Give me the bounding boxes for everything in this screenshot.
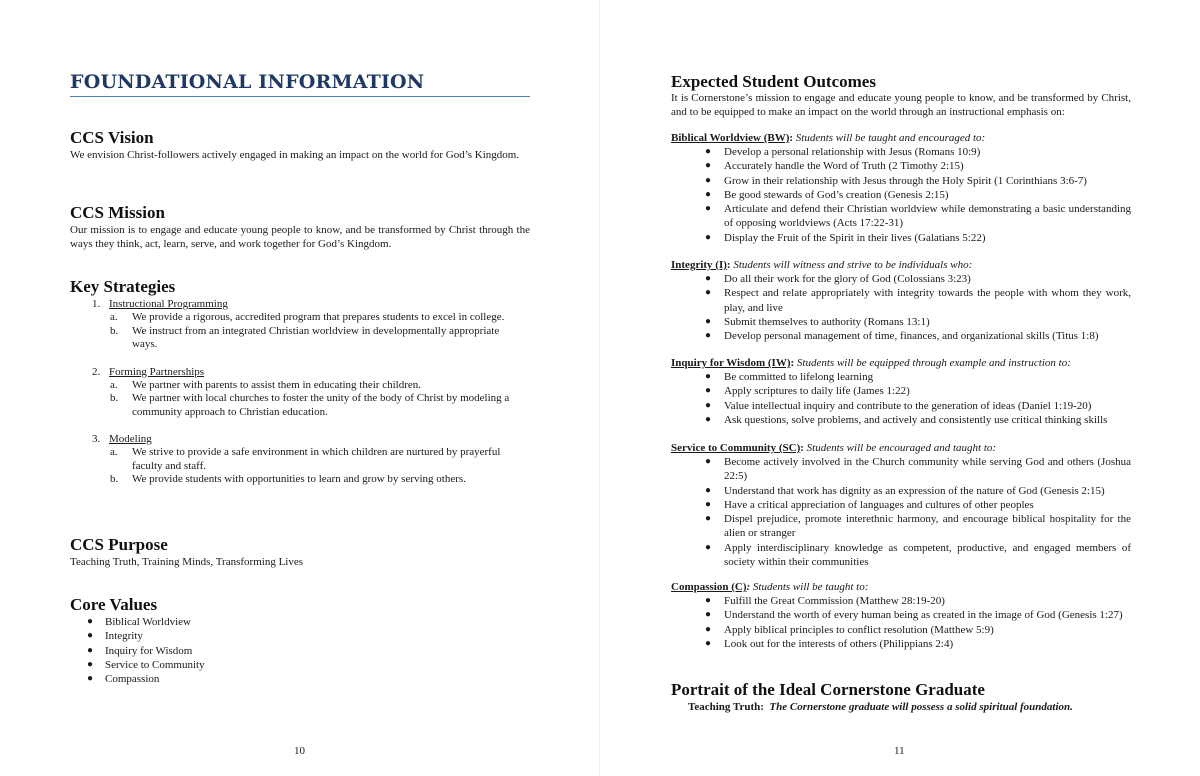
list-item: ● Compassion xyxy=(87,673,160,686)
list-item: ● Apply scriptures to daily life (James 1:22) xyxy=(705,385,910,398)
category-name: Compassion (C) xyxy=(671,581,747,593)
page-title: FOUNDATIONAL INFORMATION xyxy=(70,71,530,97)
page-number-right: 11 xyxy=(894,745,905,757)
list-item: ● Look out for the interests of others (Philippians 2:4) xyxy=(705,637,954,650)
list-item: ● Be committed to lifelong learning xyxy=(705,371,874,383)
category-name: Inquiry for Wisdom (IW) xyxy=(671,357,791,369)
list-item: ● Be good stewards of God’s creation (Genesis 2:15) xyxy=(705,188,949,201)
strategy-number: 1. xyxy=(92,298,101,310)
list-item: ● Develop a personal relationship with Jesus (Romans 10:9) xyxy=(705,146,981,158)
category-desc: Students will be equipped through example and instruction to: xyxy=(796,357,1071,369)
purpose-text: Teaching Truth, Training Minds, Transforming Lives xyxy=(70,556,304,568)
list-item: ● Submit themselves to authority (Romans 13:1) xyxy=(705,315,930,328)
strategies-list xyxy=(70,297,530,487)
list-item: ● Develop personal management of time, finances, and organizational skills (Titus 1:8) xyxy=(705,330,1099,343)
purpose-section xyxy=(70,535,530,569)
list-item: ● Articulate and defend their Christian worldview while demonstrating a basic understanding of opposing worldviews (Acts 17:22-31) xyxy=(705,203,1131,230)
core-values-section xyxy=(70,595,530,686)
category-desc: Students will be taught and encouraged to: xyxy=(795,132,986,144)
list-item: ● Service to Community xyxy=(87,658,205,671)
category-integrity: Integrity (I): Students will witness and strive to be individuals who: ● Do all their work for the glory of God (Colossians 3:23) ● Respect and relate appropriately with integrity towards the people with whom they work, play, and live ● Submit themselves to authority (Romans 13:1) ● Develop personal management of time, finances, and organizational skills (Titus 1:8) xyxy=(671,259,1131,343)
category-inquiry-for-wisdom: Inquiry for Wisdom (IW): Students will be equipped through example and instruction to: ● Be committed to lifelong learning ● Apply scriptures to daily life (James 1:22) ● Value intellectual inquiry and contribute to the generation of ideas (Daniel 1:19-20) ● Ask questions, solve problems, and actively and consistently use critical thinking skills xyxy=(671,356,1131,427)
page-number-left: 10 xyxy=(294,745,305,757)
mission-text: Our mission is to engage and educate young people to know, and be transformed by Christ through the ways they think, act, learn, serve, and work together for God’s Kingdom. xyxy=(70,224,530,250)
strategy-sub-item: a. We strive to provide a safe environment in which children are nurtured by prayerful faculty and staff. xyxy=(110,446,501,472)
portrait-subtitle xyxy=(671,700,1131,714)
portrait-label: Teaching Truth: xyxy=(688,701,764,713)
vision-text: We envision Christ-followers actively engaged in making an impact on the world for God’s Kingdom. xyxy=(70,149,520,161)
list-item: ● Ask questions, solve problems, and actively and consistently use critical thinking skills xyxy=(705,413,1108,426)
core-values-list xyxy=(70,615,530,686)
strategy-label: Instructional Programming xyxy=(109,298,228,310)
outcomes-intro: It is Cornerstone’s mission to engage and educate young people to know, and be transformed by Christ, and to be equipped to make an impact on the world through an instructional emphasis on: xyxy=(671,92,1131,118)
list-item: ● Grow in their relationship with Jesus through the Holy Spirit (1 Corinthians 3:6-7) xyxy=(705,174,1087,187)
list-item: ● Apply interdisciplinary knowledge as competent, productive, and engaged members of society within their communities xyxy=(705,541,1131,569)
list-item: ● Become actively involved in the Church community while serving God and others (Joshua 22:5) xyxy=(705,456,1131,483)
list-item: ● Integrity xyxy=(87,630,143,643)
strategy-sub-item: a. We provide a rigorous, accredited program that prepares students to excel in college. xyxy=(110,311,505,323)
strategy-number: 3. xyxy=(92,433,101,445)
right-page xyxy=(600,0,1200,776)
vision-section xyxy=(70,128,530,162)
list-item: ● Inquiry for Wisdom xyxy=(87,644,193,657)
list-item: ● Fulfill the Great Commission (Matthew 28:19-20) xyxy=(705,595,945,607)
strategy-item xyxy=(70,432,530,487)
purpose-heading: CCS Purpose xyxy=(70,535,168,554)
strategy-sub-item: b. We instruct from an integrated Christian worldview in developmentally appropriate ways. xyxy=(110,324,500,350)
category-desc: Students will be taught to: xyxy=(750,581,869,593)
list-item: ● Understand the worth of every human being as created in the image of God (Genesis 1:27) xyxy=(705,609,1123,622)
outcomes-section xyxy=(671,72,1131,119)
category-desc: Students will be encouraged and taught to: xyxy=(806,442,997,454)
list-item: ● Understand that work has dignity as an expression of the nature of God (Genesis 2:15) xyxy=(705,484,1105,497)
list-item: ● Accurately handle the Word of Truth (2 Timothy 2:15) xyxy=(705,160,964,173)
list-item: ● Apply biblical principles to conflict resolution (Matthew 5:9) xyxy=(705,623,994,636)
portrait-text: The Cornerstone graduate will possess a solid spiritual foundation. xyxy=(769,701,1073,713)
strategies-section xyxy=(70,277,530,487)
strategy-item xyxy=(70,297,530,365)
list-item: ● Respect and relate appropriately with integrity towards the people with whom they work, play, and live xyxy=(705,287,1131,314)
category-name: Service to Community (SC) xyxy=(671,442,801,454)
category-service-to-community: Service to Community (SC): Students will be encouraged and taught to: ● Become actively involved in the Church community while serving God and others (Joshua 22:5) ● Understand that work has dignity as an expression of the nature of God (Genesis 2:15) ● Have a critical appreciation of languages and cultures of other peoples ● Dispel prejudice, promote interethnic harmony, and encourage biblical hospitality for the alien or stranger ● Apply interdisciplinary knowledge as competent, productive, and engaged members of society within their communities xyxy=(671,442,1131,569)
mission-section xyxy=(70,203,530,251)
list-item: ● Value intellectual inquiry and contribute to the generation of ideas (Daniel 1:19-20) xyxy=(705,399,1092,412)
core-values-heading: Core Values xyxy=(70,595,158,614)
mission-heading: CCS Mission xyxy=(70,203,165,222)
strategy-sub-item: b. We partner with local churches to foster the unity of the body of Christ by modeling a community approach to Christian education. xyxy=(110,392,510,418)
portrait-section xyxy=(671,680,1131,714)
outcomes-heading: Expected Student Outcomes xyxy=(671,72,876,91)
strategy-label: Modeling xyxy=(109,433,152,445)
strategy-label: Forming Partnerships xyxy=(109,365,205,378)
category-desc: Students will witness and strive to be individuals who: xyxy=(733,259,973,271)
strategies-heading: Key Strategies xyxy=(70,277,176,296)
vision-heading: CCS Vision xyxy=(70,128,154,147)
category-compassion: Compassion (C): Students will be taught to: ● Fulfill the Great Commission (Matthew 28:19-20) ● Understand the worth of every human being as created in the image of God (Genesis 1:27) ● Apply biblical principles to conflict resolution (Matthew 5:9) ● Look out for the interests of others (Philippians 2:4) xyxy=(671,580,1131,651)
strategy-sub-item: b. We provide students with opportunities to learn and grow by serving others. xyxy=(110,473,466,485)
category-biblical-worldview: Biblical Worldview (BW): Students will be taught and encouraged to: ● Develop a personal relationship with Jesus (Romans 10:9) ● Accurately handle the Word of Truth (2 Timothy 2:15) ● Grow in their relationship with Jesus through the Holy Spirit (1 Corinthians 3:6-7) ● Be good stewards of God’s creation (Genesis 2:15) ● Articulate and defend their Christian worldview while demonstrating a basic understanding of opposing worldviews (Acts 17:22-31) ● Display the Fruit of the Spirit in their lives (Galatians 5:22) xyxy=(671,132,1131,244)
portrait-heading: Portrait of the Ideal Cornerstone Graduate xyxy=(671,680,985,699)
strategy-item xyxy=(70,365,530,433)
strategy-sub-item: a. We partner with parents to assist them in educating their children. xyxy=(110,378,422,391)
list-item: ● Have a critical appreciation of languages and cultures of other peoples xyxy=(705,498,1034,511)
strategy-number: 2. xyxy=(92,365,101,378)
list-item: ● Display the Fruit of the Spirit in their lives (Galatians 5:22) xyxy=(705,231,986,244)
list-item: ● Biblical Worldview xyxy=(87,616,191,628)
category-name: Integrity (I) xyxy=(671,259,727,271)
list-item: ● Dispel prejudice, promote interethnic harmony, and encourage biblical hospitality for the alien or stranger xyxy=(705,513,1131,540)
list-item: ● Do all their work for the glory of God (Colossians 3:23) xyxy=(705,273,971,285)
category-name: Biblical Worldview (BW) xyxy=(671,132,790,144)
